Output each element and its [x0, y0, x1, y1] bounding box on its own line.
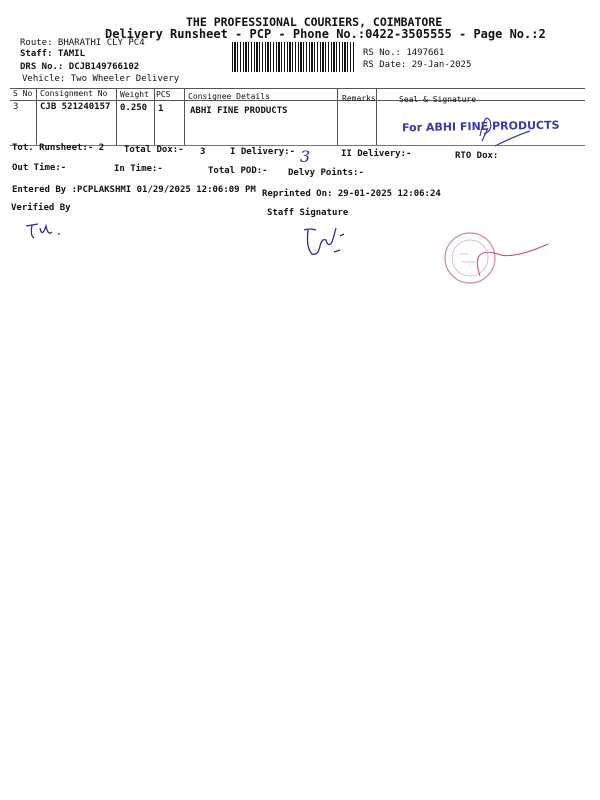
- col-header-pcs: PCS: [156, 90, 171, 99]
- col-header-consignment: Consignment No: [40, 89, 108, 98]
- runsheet-title: Delivery Runsheet - PCP - Phone No.:0422-3505555 - Page No.:2: [105, 27, 546, 41]
- staff-label: Staff: TAMIL: [20, 49, 86, 59]
- verifier-signature: [22, 218, 72, 244]
- table-col-divider: [376, 88, 377, 145]
- cell-weight: 0.250: [120, 103, 148, 113]
- verified-by-label: Verified By: [11, 203, 71, 213]
- total-dox-value: 3: [200, 147, 206, 157]
- cell-consignment: CJB 521240157: [40, 102, 111, 112]
- table-col-divider: [116, 88, 117, 145]
- ii-delivery-label: II Delivery:-: [341, 149, 412, 159]
- rto-dox-label: RTO Dox:: [455, 151, 499, 161]
- col-header-consignee: Consignee Details: [188, 92, 270, 101]
- i-delivery-label: I Delivery:-: [230, 147, 296, 157]
- drs-number: [20, 62, 139, 72]
- staff-signature-label: Staff Signature: [267, 208, 349, 218]
- out-time-label: Out Time:-: [12, 163, 67, 173]
- company-title: THE PROFESSIONAL COURIERS, COIMBATORE: [186, 15, 443, 29]
- staff-signature: [296, 218, 356, 262]
- vehicle-label: Vehicle: Two Wheeler Delivery: [22, 74, 180, 84]
- barcode-image: [232, 42, 354, 72]
- cell-pcs: 1: [158, 104, 164, 114]
- company-stamp: For ABHI FINE PRODUCTS: [401, 118, 560, 135]
- drs-value: DCJB149766102: [68, 62, 140, 72]
- cell-consignee: ABHI FINE PRODUCTS: [190, 106, 288, 116]
- col-header-seal: Seal & Signature: [399, 95, 477, 104]
- col-header-weight: Weight: [120, 90, 149, 99]
- table-col-divider: [154, 88, 155, 145]
- rs-number: RS No.: 1497661: [363, 48, 445, 58]
- tot-runsheet: Tot. Runsheet:- 2: [12, 143, 105, 153]
- cell-sno: 3: [13, 102, 19, 112]
- total-dox-label: Total Dox:-: [124, 145, 184, 155]
- table-col-divider: [36, 88, 37, 145]
- i-delivery-handwritten: 3: [300, 147, 311, 166]
- in-time-label: In Time:-: [114, 164, 163, 174]
- col-header-remarks: Remarks: [342, 94, 376, 103]
- rs-date: RS Date: 29-Jan-2025: [363, 60, 472, 70]
- entered-by: Entered By :PCPLAKSHMI 01/29/2025 12:06:09 PM: [12, 185, 256, 195]
- table-col-divider: [184, 88, 185, 145]
- round-seal: [440, 226, 560, 296]
- table-header-border: [10, 100, 585, 101]
- table-col-divider: [337, 88, 338, 145]
- reprinted-on: Reprinted On: 29-01-2025 12:06:24: [262, 189, 441, 199]
- col-header-sno: S No: [13, 89, 33, 98]
- total-pod-label: Total POD:-: [208, 166, 268, 176]
- drs-label: DRS No.:: [20, 62, 64, 72]
- route-label: Route: BHARATHI CLY PC4: [20, 38, 145, 48]
- signature-mark: [460, 106, 540, 156]
- delvy-points-label: Delvy Points:-: [288, 168, 364, 178]
